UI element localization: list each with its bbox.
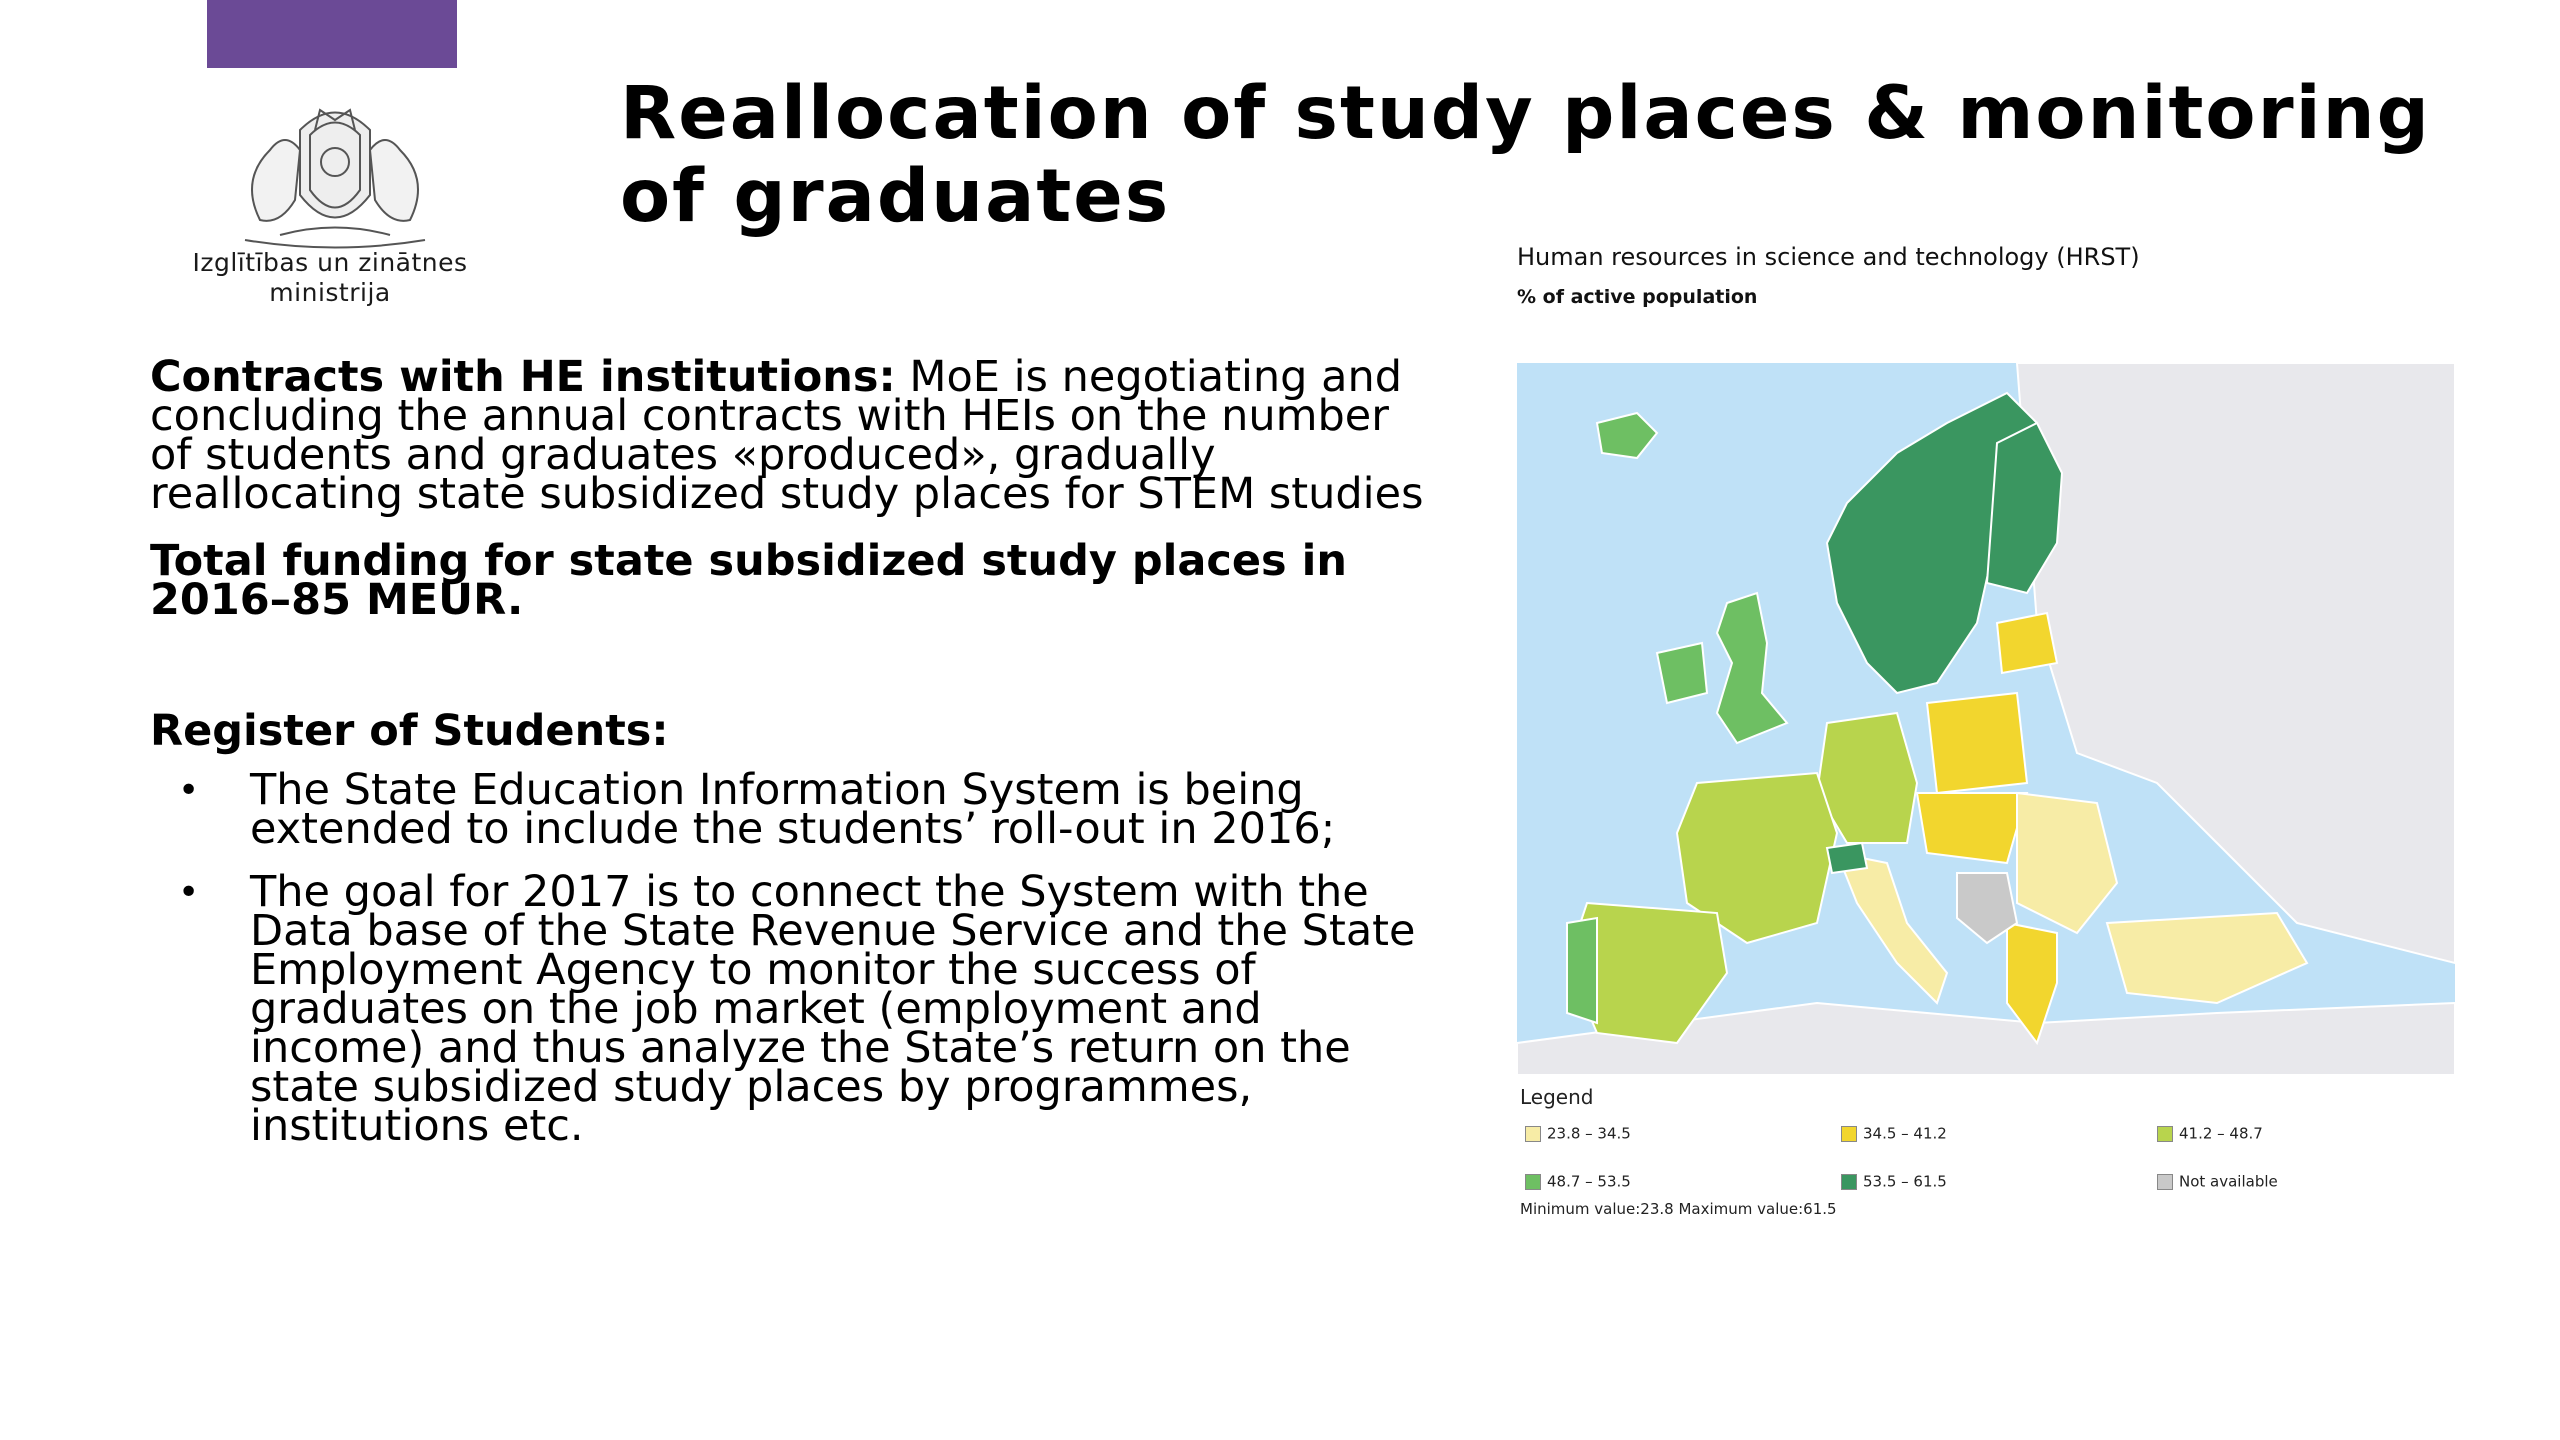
legend-title: Legend xyxy=(1520,1085,1594,1109)
legend-label: Not available xyxy=(2179,1172,2278,1191)
register-heading: Register of Students: xyxy=(150,706,669,756)
bullet-icon: • xyxy=(178,770,200,811)
legend-swatch xyxy=(1841,1174,1857,1190)
map-region-iceland xyxy=(1597,413,1657,458)
map-svg xyxy=(1517,363,2455,1075)
register-list xyxy=(150,765,1430,1151)
contracts-heading: Contracts with HE institutions: xyxy=(150,352,896,402)
legend-swatch xyxy=(1841,1126,1857,1142)
map-region-czech-slovakia-hungary xyxy=(1917,793,2027,863)
legend-label: 41.2 – 48.7 xyxy=(2179,1124,2263,1143)
legend-swatch xyxy=(2157,1174,2173,1190)
contracts-paragraph xyxy=(150,352,1430,519)
map-subtitle: % of active population xyxy=(1517,286,1758,308)
map-region-turkey xyxy=(2107,913,2307,1003)
register-item-text: The goal for 2017 is to connect the System with the Data base of the State Revenue Service and the State Employment Agency to monitor the success of graduates on the job market (employment and income) and thus analyze the State’s return on the state subsidized study places by programmes, institutions etc. xyxy=(250,867,1416,1151)
map-title: Human resources in science and technology (HRST) xyxy=(1517,243,2140,271)
ministry-crest-logo xyxy=(200,90,470,250)
map-region-ireland xyxy=(1657,643,1707,703)
list-item xyxy=(150,867,1430,1151)
bullet-icon: • xyxy=(178,872,200,913)
legend-item xyxy=(1525,1171,1631,1191)
legend-item xyxy=(1841,1171,1947,1191)
map-region-baltics xyxy=(1997,613,2057,673)
legend-item xyxy=(1525,1123,1631,1143)
register-item-text: The State Education Information System is being extended to include the students’ roll-out in 2016; xyxy=(250,765,1336,854)
legend-label: 53.5 – 61.5 xyxy=(1863,1172,1947,1191)
accent-bar xyxy=(207,0,457,68)
map-region-uk xyxy=(1717,593,1787,743)
legend-min-max: Minimum value:23.8 Maximum value:61.5 xyxy=(1520,1200,1837,1218)
ministry-name-line1: Izglītības un zinātnes xyxy=(192,248,468,277)
legend-item xyxy=(1841,1123,1947,1143)
list-item xyxy=(150,765,1430,854)
ministry-name-line2: ministrija xyxy=(269,278,391,307)
legend-item xyxy=(2157,1171,2278,1191)
europe-choropleth-map xyxy=(1517,363,2455,1075)
map-region-switzerland xyxy=(1827,843,1867,873)
legend-item xyxy=(2157,1123,2263,1143)
legend-swatch xyxy=(1525,1126,1541,1142)
map-region-romania-bulgaria xyxy=(2017,793,2117,933)
legend-label: 48.7 – 53.5 xyxy=(1547,1172,1631,1191)
map-region-portugal xyxy=(1567,918,1597,1023)
body-text xyxy=(150,352,1430,1170)
funding-text: Total funding for state subsidized study places in 2016–85 MEUR. xyxy=(150,536,1347,625)
legend-swatch xyxy=(2157,1126,2173,1142)
legend-label: 34.5 – 41.2 xyxy=(1863,1124,1947,1143)
legend-swatch xyxy=(1525,1174,1541,1190)
legend-label: 23.8 – 34.5 xyxy=(1547,1124,1631,1143)
contracts-text: MoE is negotiating and concluding the annual contracts with HEIs on the number of students and graduates «produced», gradually reallocating state subsidized study places for STEM studies xyxy=(150,352,1424,519)
slide-title: Reallocation of study places & monitoring of graduates xyxy=(620,71,2431,239)
map-region-poland xyxy=(1927,693,2027,793)
map-region-italy xyxy=(1837,853,1947,1003)
ministry-name xyxy=(150,248,510,308)
